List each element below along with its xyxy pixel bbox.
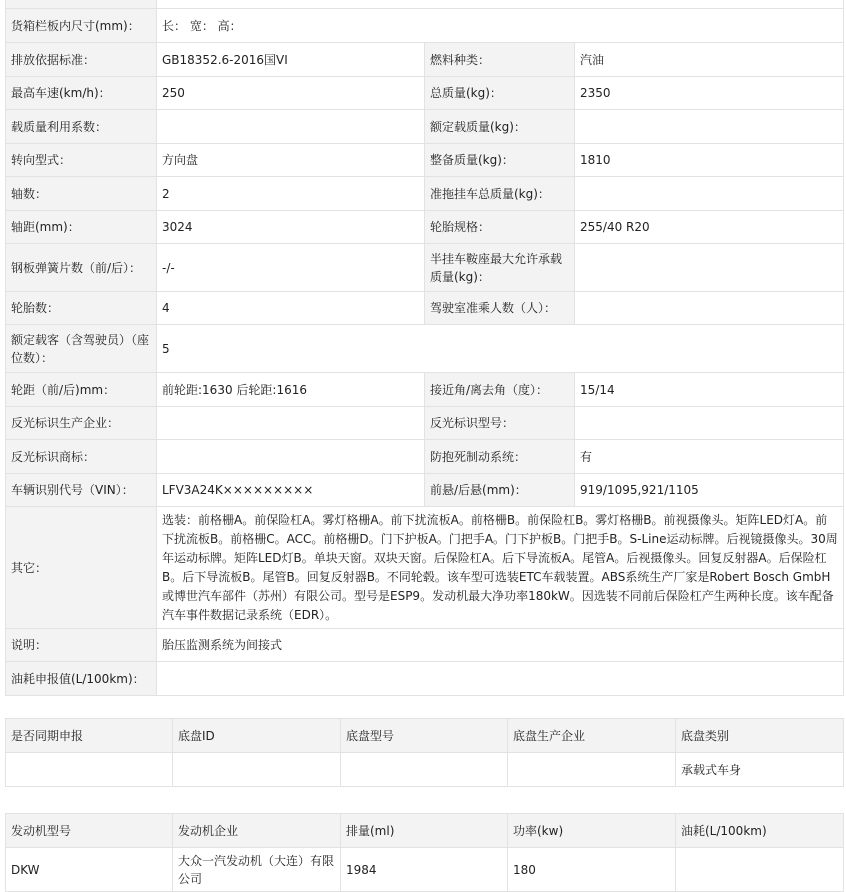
engine-cell: DKW [6,848,173,892]
spec-label: 钢板弹簧片数（前/后）： [6,244,157,292]
spec-row [6,373,844,407]
engine-cell: 180 [508,848,676,892]
spec-row [6,0,844,9]
engine-table [5,813,844,892]
spec-value: 255/40 R20 [575,211,844,244]
table-row [6,753,844,787]
engine-cell: 1984 [341,848,508,892]
spec-label [6,0,157,9]
engine-header-cell: 排量(ml) [341,814,508,848]
spec-value [575,292,844,325]
spec-value: 2350 [575,77,844,110]
spec-row [6,325,844,373]
spec-value: LFV3A24K××××××××× [157,474,425,507]
spec-value: 15/14 [575,373,844,407]
spec-label: 反光标识商标： [6,440,157,474]
spec-value: 方向盘 [157,144,425,177]
spec-row [6,629,844,662]
spec-row [6,662,844,696]
spec-label: 轮胎规格： [425,211,575,244]
spec-label: 轮距（前/后)mm： [6,373,157,407]
spec-label: 油耗申报值(L/100km)： [6,662,157,696]
spec-value [157,662,844,696]
spec-value: GB18352.6-2016国VI [157,43,425,77]
spec-label: 反光标识型号： [425,407,575,440]
spec-value: 汽油 [575,43,844,77]
spec-label: 燃料种类： [425,43,575,77]
spec-row [6,407,844,440]
spec-value: 4 [157,292,425,325]
chassis-cell [173,753,341,787]
spec-value: 919/1095,921/1105 [575,474,844,507]
spec-label: 总质量(kg)： [425,77,575,110]
spec-value [575,244,844,292]
spec-value [575,407,844,440]
spec-label: 载质量利用系数： [6,110,157,144]
spec-label: 防抱死制动系统： [425,440,575,474]
spec-label: 轴距(mm)： [6,211,157,244]
chassis-header-cell: 底盘生产企业 [508,719,676,753]
spec-row [6,43,844,77]
spec-value: 5 [157,325,844,373]
spec-value [575,110,844,144]
spec-row [6,177,844,211]
engine-cell [676,848,844,892]
spec-label: 排放依据标准： [6,43,157,77]
spec-row [6,144,844,177]
spec-value: 3024 [157,211,425,244]
spec-row [6,507,844,629]
spec-value: 250 [157,77,425,110]
chassis-header-cell: 是否同期申报 [6,719,173,753]
spec-other-value: 选装：前格栅A。前保险杠A。雾灯格栅A。前下扰流板A。前格栅B。前保险杠B。雾灯格栅B。前视摄像头。矩阵LED灯A。前下扰流板B。前格栅C。ACC。前格栅D。门下护板A。门把手A。门下护板B。门把手B。S-Line运动标牌。后视镜摄像头。30周年运动标牌。矩阵LED灯B。单块天窗。双块天窗。后保险杠A。后下导流板A。尾管A。后视摄像头。回复反射器A。后保险杠B。后下导流板B。尾管B。回复反射器B。不同轮毂。该车型可选装ETC车载装置。ABS系统生产厂家是Robert Bosch GmbH或博世汽车部件（苏州）有限公司。型号是ESP9。发动机最大净功率180kW。因选装不同前后保险杠产生两种长度。该车配备汽车事件数据记录系统（EDR）。 [157,507,844,629]
engine-header-cell: 油耗(L/100km) [676,814,844,848]
engine-header-cell: 发动机型号 [6,814,173,848]
engine-cell: 大众一汽发动机（大连）有限公司 [173,848,341,892]
header-row [6,719,844,753]
chassis-cell [341,753,508,787]
spec-label: 轮胎数： [6,292,157,325]
spec-label: 最高车速(km/h)： [6,77,157,110]
chassis-header-cell: 底盘类别 [676,719,844,753]
chassis-header-cell: 底盘型号 [341,719,508,753]
spec-label: 整备质量(kg)： [425,144,575,177]
spec-label: 其它： [6,507,157,629]
header-row [6,814,844,848]
chassis-cell [508,753,676,787]
spec-value: -/- [157,244,425,292]
engine-header-cell: 发动机企业 [173,814,341,848]
spec-value [157,407,425,440]
vehicle-spec-table [5,0,844,696]
spec-value [575,177,844,211]
engine-header-cell: 功率(kw) [508,814,676,848]
spec-row [6,244,844,292]
spec-value: 2 [157,177,425,211]
spec-value: 前轮距:1630 后轮距:1616 [157,373,425,407]
chassis-cell [6,753,173,787]
spec-label: 额定载客（含驾驶员）（座位数）： [6,325,157,373]
chassis-cell: 承载式车身 [676,753,844,787]
spec-label: 前悬/后悬(mm)： [425,474,575,507]
spec-row [6,440,844,474]
spec-row [6,474,844,507]
spec-label: 半挂车鞍座最大允许承载质量(kg)： [425,244,575,292]
spec-row [6,9,844,43]
spec-label: 转向型式： [6,144,157,177]
chassis-header-cell: 底盘ID [173,719,341,753]
spec-value: 有 [575,440,844,474]
spec-value: 1810 [575,144,844,177]
spec-row [6,292,844,325]
chassis-table [5,718,844,787]
spec-label: 反光标识生产企业： [6,407,157,440]
spec-value [157,440,425,474]
spec-label: 驾驶室准乘人数（人）： [425,292,575,325]
spec-value [157,110,425,144]
spec-label: 轴数： [6,177,157,211]
spec-label: 车辆识别代号（VIN）： [6,474,157,507]
spec-label: 准拖挂车总质量(kg)： [425,177,575,211]
spec-label: 接近角/离去角（度）： [425,373,575,407]
spec-value: 长： 宽： 高： [157,9,844,43]
spec-row [6,77,844,110]
spec-label: 额定载质量(kg)： [425,110,575,144]
spec-value [157,0,844,9]
spec-label: 说明： [6,629,157,662]
spec-row [6,110,844,144]
table-row [6,848,844,892]
spec-label: 货箱栏板内尺寸(mm)： [6,9,157,43]
spec-value: 胎压监测系统为间接式 [157,629,844,662]
spec-row [6,211,844,244]
